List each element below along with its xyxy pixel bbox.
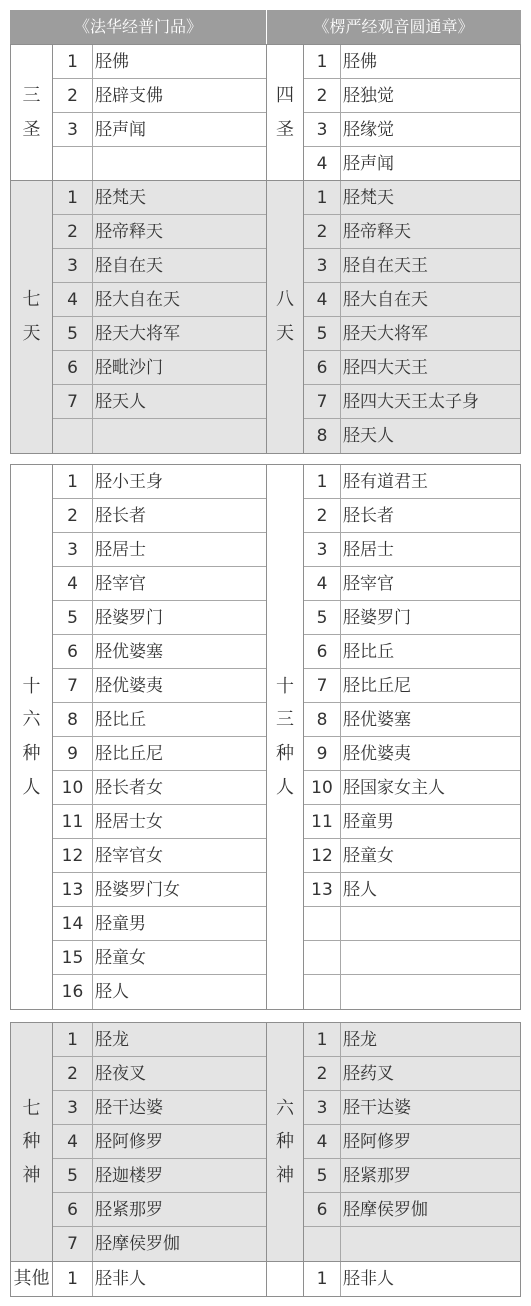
left-row-number: 14 [61,914,84,934]
left-row-text [93,419,95,453]
left-row-number: 7 [67,392,78,412]
left-row-text: 胫帝释天 [95,222,163,242]
right-row-text: 胫四大天王太子身 [343,392,479,412]
right-row-number: 3 [316,120,328,140]
left-row-text: 胫迦楼罗 [95,1166,163,1186]
right-row-number: 9 [316,744,328,764]
left-row-text: 胫婆罗门女 [95,880,180,900]
right-row-text: 胫天人 [343,426,394,446]
right-row-number: 6 [316,358,328,378]
left-row-text: 胫龙 [95,1030,129,1050]
left-row-text: 胫比丘尼 [95,744,163,764]
right-row-text: 胫长者 [343,506,394,526]
left-row-number: 2 [67,86,78,106]
table-section [10,1022,521,1262]
left-group-label: 十 六 种 人 [22,675,41,798]
left-row-text: 胫干达婆 [95,1098,163,1118]
right-row-number [304,975,340,1009]
right-row-number: 7 [316,392,328,412]
right-row-text: 胫梵天 [343,188,394,208]
left-row-number: 1 [67,188,78,208]
right-row-number: 2 [316,222,328,242]
right-row-number: 11 [311,812,333,832]
right-column-title: 《楞严经观音圆通章》 [313,17,474,36]
right-row-text: 胫干达婆 [343,1098,411,1118]
left-row-text: 胫小王身 [95,472,163,492]
left-row-number: 3 [67,540,78,560]
left-row-text: 胫非人 [95,1269,146,1289]
right-row-text: 胫居士 [343,540,394,560]
left-row-text: 胫比丘 [95,710,146,730]
right-row-text: 胫宰官 [343,574,394,594]
left-row-text: 胫人 [95,982,129,1002]
right-row-number: 3 [316,256,328,276]
right-row-text: 胫紧那罗 [343,1166,411,1186]
left-row-text: 胫紧那罗 [95,1200,163,1220]
right-row-number: 4 [316,290,328,310]
right-row-text [341,907,343,941]
right-group-label: 六 种 神 [276,1097,294,1186]
right-row-number [304,907,340,941]
right-row-text: 胫缘觉 [343,120,394,140]
right-row-number: 6 [316,1200,328,1220]
left-row-number: 4 [67,290,78,310]
right-row-text: 胫声闻 [343,154,394,174]
left-row-number: 15 [61,948,84,968]
left-row-text: 胫自在天 [95,256,163,276]
left-group-label: 其他 [13,1268,50,1290]
table-header [10,10,521,44]
table-section [10,44,521,182]
left-row-text: 胫天大将军 [95,324,180,344]
right-row-number: 8 [316,426,328,446]
left-row-number [53,419,92,453]
right-row-number: 4 [316,1132,328,1152]
left-group-label: 三 圣 [22,85,41,140]
left-row-number: 13 [61,880,84,900]
left-row-number: 2 [67,222,78,242]
table-section [10,1261,521,1297]
left-row-text: 胫优婆夷 [95,676,163,696]
left-row-text: 胫居士女 [95,812,163,832]
table-section [10,464,521,1010]
left-row-number: 6 [67,642,78,662]
right-row-number: 12 [311,846,333,866]
right-row-number: 1 [316,472,328,492]
right-row-text: 胫龙 [343,1030,377,1050]
left-row-number: 10 [61,778,84,798]
left-row-number: 1 [67,1030,78,1050]
right-row-text: 胫帝释天 [343,222,411,242]
right-row-text: 胫有道君王 [343,472,428,492]
right-row-text: 胫优婆夷 [343,744,411,764]
left-row-number: 6 [67,1200,78,1220]
right-row-number: 6 [316,642,328,662]
left-row-number: 6 [67,358,78,378]
right-group-label [267,1262,303,1296]
left-row-number: 1 [67,472,78,492]
left-row-number: 1 [67,1269,78,1289]
right-row-text: 胫大自在天 [343,290,428,310]
left-row-number: 16 [61,982,84,1002]
right-row-number: 2 [316,1064,328,1084]
right-row-text: 胫人 [343,880,377,900]
left-row-number: 12 [61,846,84,866]
right-row-number: 1 [316,52,328,72]
right-row-number: 7 [316,676,328,696]
right-row-number: 2 [316,506,328,526]
left-row-number: 3 [67,256,78,276]
left-row-text: 胫毗沙门 [95,358,163,378]
right-row-text: 胫阿修罗 [343,1132,411,1152]
left-row-number: 4 [67,1132,78,1152]
right-row-text: 胫比丘尼 [343,676,411,696]
left-row-number: 8 [67,710,78,730]
right-row-number: 5 [316,608,328,628]
left-row-text: 胫宰官 [95,574,146,594]
left-row-text: 胫梵天 [95,188,146,208]
left-row-text: 胫佛 [95,52,129,72]
left-row-text: 胫长者女 [95,778,163,798]
left-row-text: 胫童男 [95,914,146,934]
right-group-label: 八 天 [276,289,294,344]
right-row-text: 胫婆罗门 [343,608,411,628]
left-row-number: 7 [67,676,78,696]
left-row-number: 5 [67,1166,78,1186]
left-row-number: 9 [67,744,78,764]
right-row-text: 胫国家女主人 [343,778,445,798]
left-row-number: 4 [67,574,78,594]
right-row-number: 1 [316,1030,328,1050]
right-row-text [341,1227,343,1261]
left-row-number: 3 [67,120,78,140]
left-row-text: 胫天人 [95,392,146,412]
right-row-number: 4 [316,574,328,594]
right-row-number: 2 [316,86,328,106]
right-row-text: 胫药叉 [343,1064,394,1084]
right-row-number: 4 [316,154,328,174]
right-row-text: 胫天大将军 [343,324,428,344]
left-row-number: 5 [67,608,78,628]
right-row-text [341,975,343,1009]
right-row-number: 1 [316,188,328,208]
right-row-text: 胫童男 [343,812,394,832]
right-row-text: 胫优婆塞 [343,710,411,730]
left-row-text: 胫长者 [95,506,146,526]
left-row-number [53,147,92,181]
left-row-number: 2 [67,506,78,526]
left-group-label: 七 天 [22,289,41,344]
left-row-text: 胫居士 [95,540,146,560]
left-row-number: 11 [61,812,84,832]
right-row-text: 胫独觉 [343,86,394,106]
left-row-text: 胫阿修罗 [95,1132,163,1152]
right-row-number [304,941,340,975]
left-row-text: 胫婆罗门 [95,608,163,628]
left-row-number: 5 [67,324,78,344]
right-row-number: 5 [316,324,328,344]
table-section [10,180,521,454]
right-row-text: 胫自在天王 [343,256,428,276]
left-row-text [93,147,95,181]
left-row-text: 胫童女 [95,948,146,968]
right-row-text: 胫摩侯罗伽 [343,1200,428,1220]
right-row-text: 胫非人 [343,1269,394,1289]
left-row-text: 胫摩侯罗伽 [95,1234,180,1254]
right-row-text [341,941,343,975]
right-row-number: 10 [311,778,333,798]
right-row-number: 3 [316,1098,328,1118]
left-row-text: 胫夜叉 [95,1064,146,1084]
left-row-number: 7 [67,1234,78,1254]
right-group-label: 四 圣 [276,85,294,140]
right-row-number [304,1227,340,1261]
left-row-text: 胫声闻 [95,120,146,140]
left-row-number: 1 [67,52,78,72]
right-row-number: 1 [316,1269,328,1289]
left-row-text: 胫辟支佛 [95,86,163,106]
left-row-text: 胫宰官女 [95,846,163,866]
right-row-number: 3 [316,540,328,560]
right-row-number: 5 [316,1166,328,1186]
left-group-label: 七 种 神 [22,1097,41,1186]
left-row-number: 2 [67,1064,78,1084]
right-row-text: 胫童女 [343,846,394,866]
right-row-number: 8 [316,710,328,730]
left-row-text: 胫大自在天 [95,290,180,310]
left-row-text: 胫优婆塞 [95,642,163,662]
right-row-text: 胫佛 [343,52,377,72]
right-row-number: 13 [311,880,333,900]
left-row-number: 3 [67,1098,78,1118]
right-row-text: 胫比丘 [343,642,394,662]
right-row-text: 胫四大天王 [343,358,428,378]
left-column-title: 《法华经普门品》 [73,17,202,36]
right-group-label: 十 三 种 人 [276,675,294,798]
